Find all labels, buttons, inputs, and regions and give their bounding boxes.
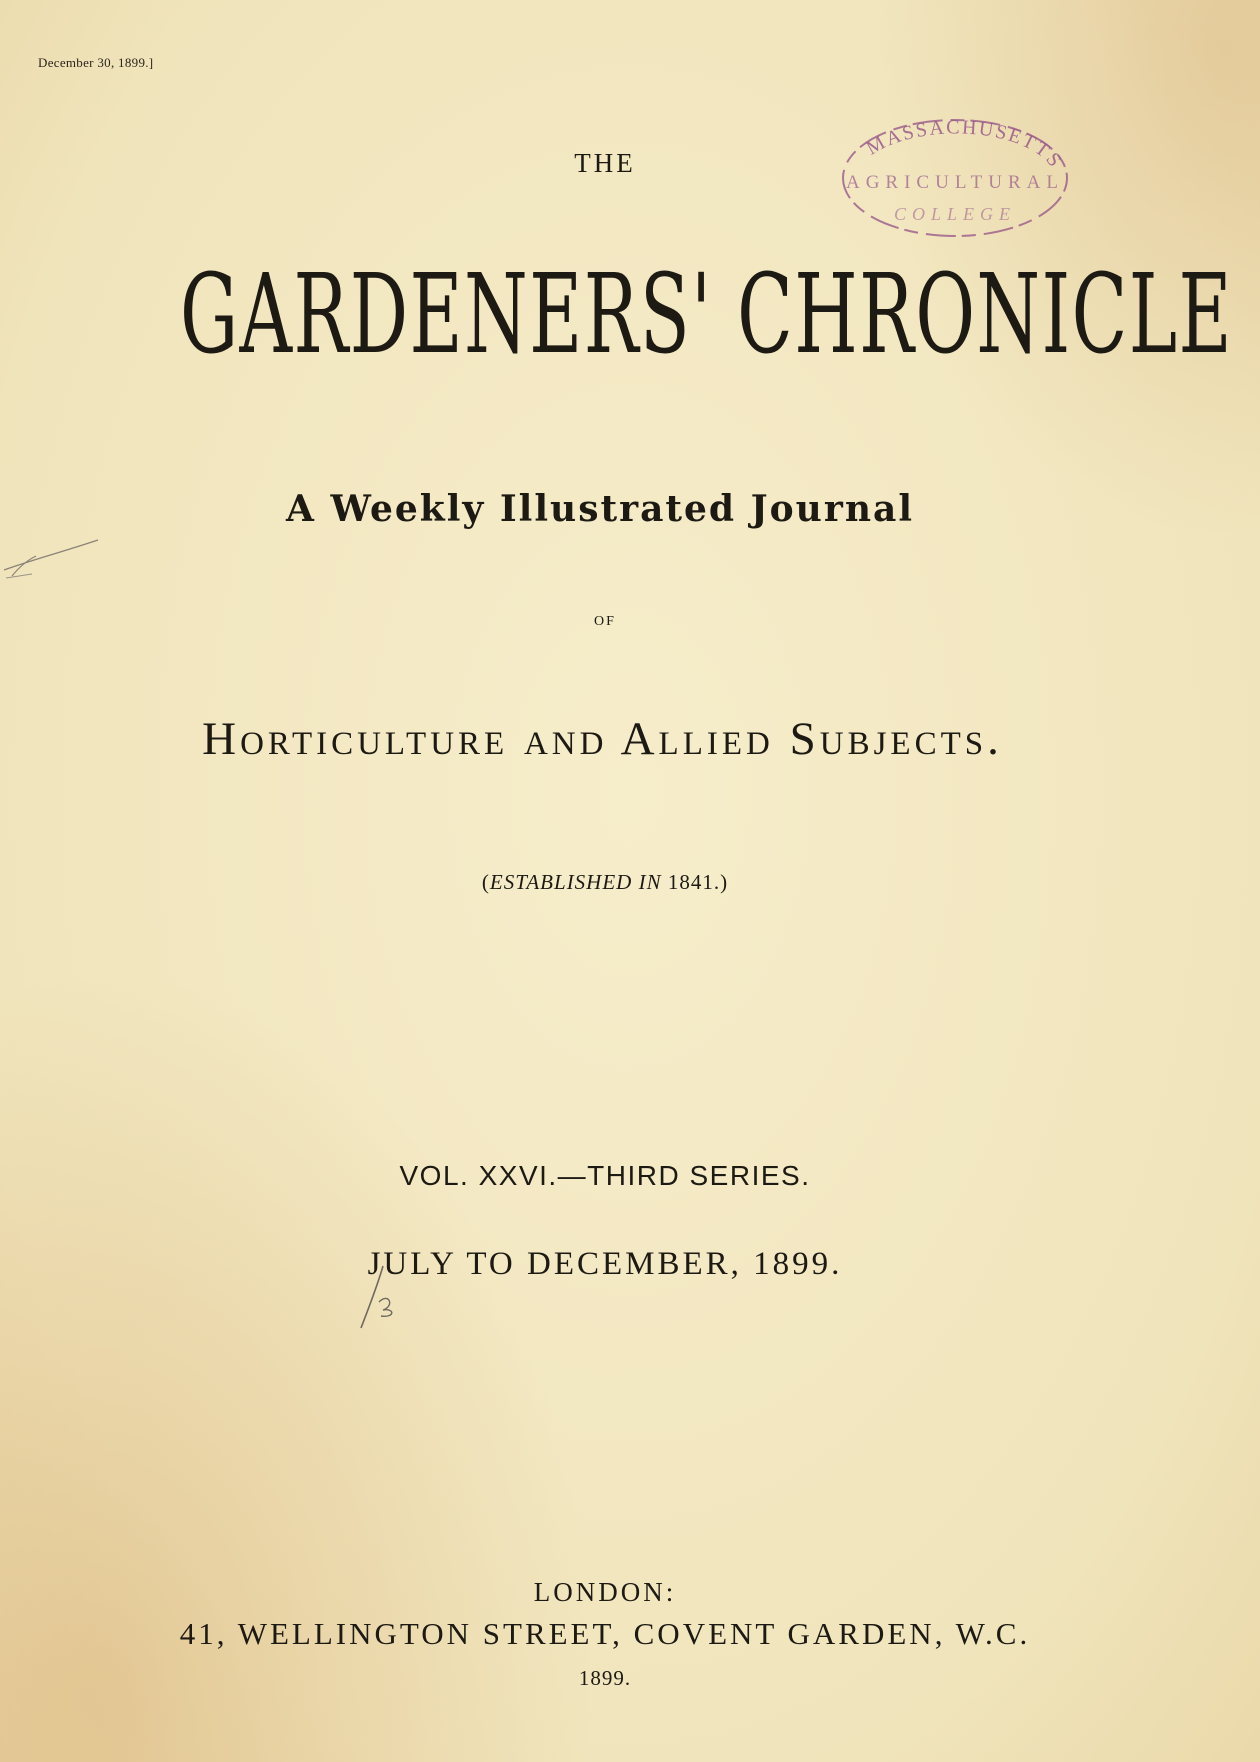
established-label: ESTABLISHED IN [489,870,662,894]
journal-title: GARDENERS' CHRONICLE [180,249,1234,379]
established-line [0,870,1210,895]
dateline: December 30, 1899.] [38,55,154,70]
established-open: ( [481,870,490,894]
imprint-year: 1899. [578,1666,632,1690]
article-the: THE [574,148,636,178]
stamp-bottom-text: COLLEGE [893,204,1017,224]
stamp-top-text: MASSACHUSETTS [862,116,1067,173]
connector-of: OF [594,614,616,629]
imprint-address: 41, WELLINGTON STREET, COVENT GARDEN, W.C. [179,1616,1031,1651]
volume-line: VOL. XXVI.—THIRD SERIES. [399,1160,811,1191]
imprint-city: LONDON: [533,1577,677,1607]
period-line: JULY TO DECEMBER, 1899. [367,1246,843,1282]
established-year: 1841.) [661,870,729,894]
handwritten-mark-icon [355,1262,405,1332]
pencil-mark-icon [2,530,102,580]
stamp-middle-text: AGRICULTURAL [845,172,1065,193]
journal-subtitle: A Weekly Illustrated Journal [286,488,914,530]
journal-topic: Horticulture and Allied Subjects. [202,713,1003,765]
